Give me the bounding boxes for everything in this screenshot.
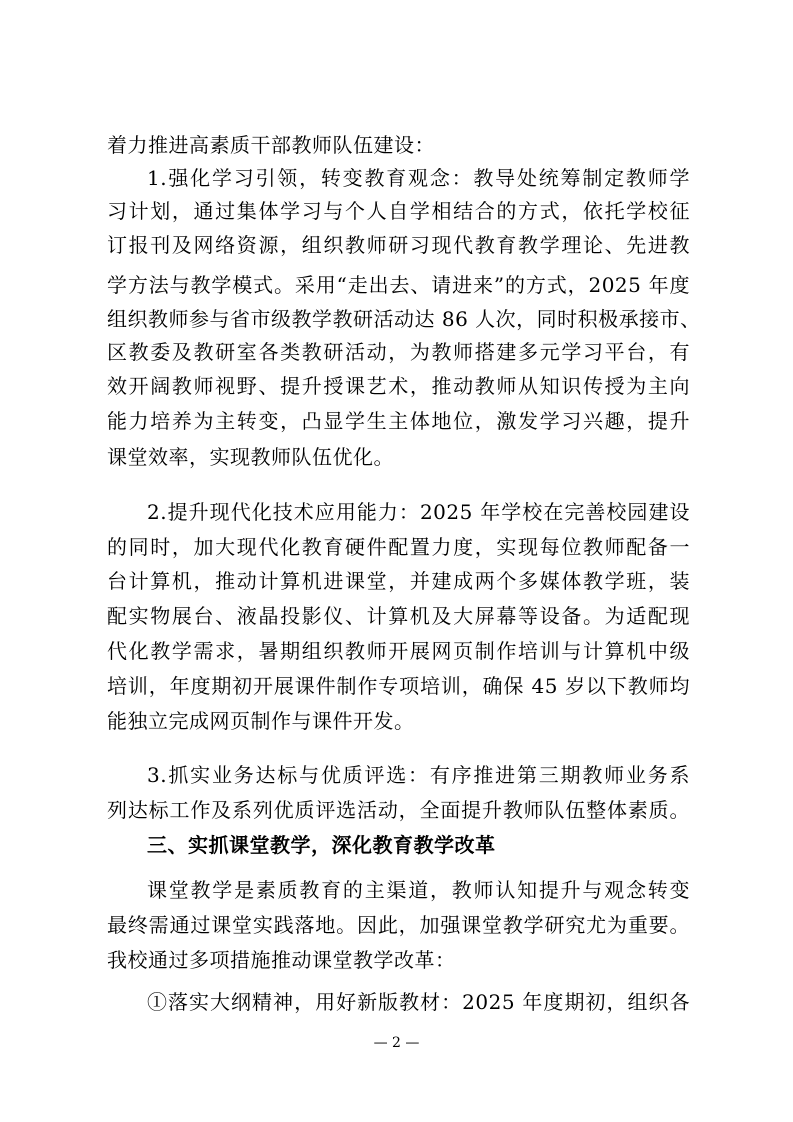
section-heading: 三、实抓课堂教学，深化教育教学改革 [147, 833, 496, 857]
body-text-line: 习计划，通过集体学习与个人自学相结合的方式，依托学校征 [107, 199, 690, 223]
page-number: — 2 — [373, 1035, 420, 1051]
body-text-line: 台计算机，推动计算机进课堂，并建成两个多媒体教学班，装 [107, 569, 690, 593]
body-text-line: 培训，年度期初开展课件制作专项培训，确保 45 岁以下教师均 [107, 674, 690, 698]
body-text-line: 我校通过多项措施推动课堂教学改革： [107, 948, 456, 972]
body-text-line: 1.强化学习引领，转变教育观念：教导处统筹制定教师学 [147, 166, 690, 190]
body-text-line: 3.抓实业务达标与优质评选：有序推进第三期教师业务系 [147, 763, 690, 787]
body-text-line: 最终需通过课堂实践落地。因此，加强课堂教学研究尤为重要。 [107, 913, 690, 937]
body-text-line: 区教委及教研室各类教研活动，为教师搭建多元学习平台，有 [107, 340, 690, 364]
body-text-line: 课堂效率，实现教师队伍优化。 [107, 445, 394, 469]
body-text-line: 着力推进高素质干部教师队伍建设： [107, 133, 435, 157]
body-text-line: 2.提升现代化技术应用能力：2025 年学校在完善校园建设 [147, 500, 690, 524]
body-text-line: 代化教学需求，暑期组织教师开展网页制作培训与计算机中级 [107, 639, 690, 663]
body-text-line: 订报刊及网络资源，组织教师研习现代教育教学理论、先进教 [107, 233, 690, 257]
body-text-line: ①落实大纲精神，用好新版教材：2025 年度期初，组织各 [147, 990, 690, 1014]
body-text-line: 课堂教学是素质教育的主渠道，教师认知提升与观念转变 [147, 878, 690, 902]
body-text-line: 的同时，加大现代化教育硬件配置力度，实现每位教师配备一 [107, 535, 690, 559]
body-text-line: 列达标工作及系列优质评选活动，全面提升教师队伍整体素质。 [107, 798, 690, 822]
body-text-line: 能力培养为主转变，凸显学生主体地位，激发学习兴趣，提升 [107, 409, 690, 433]
body-text-line: 配实物展台、液晶投影仪、计算机及大屏幕等设备。为适配现 [107, 604, 690, 628]
body-text-line: 能独立完成网页制作与课件开发。 [107, 709, 415, 733]
body-text-line: 效开阔教师视野、提升授课艺术，推动教师从知识传授为主向 [107, 374, 690, 398]
body-text-line: 学方法与教学模式。采用“走出去、请进来”的方式，2025 年度 [107, 273, 690, 297]
body-text-line: 组织教师参与省市级教学教研活动达 86 人次，同时积极承接市、 [107, 307, 701, 331]
